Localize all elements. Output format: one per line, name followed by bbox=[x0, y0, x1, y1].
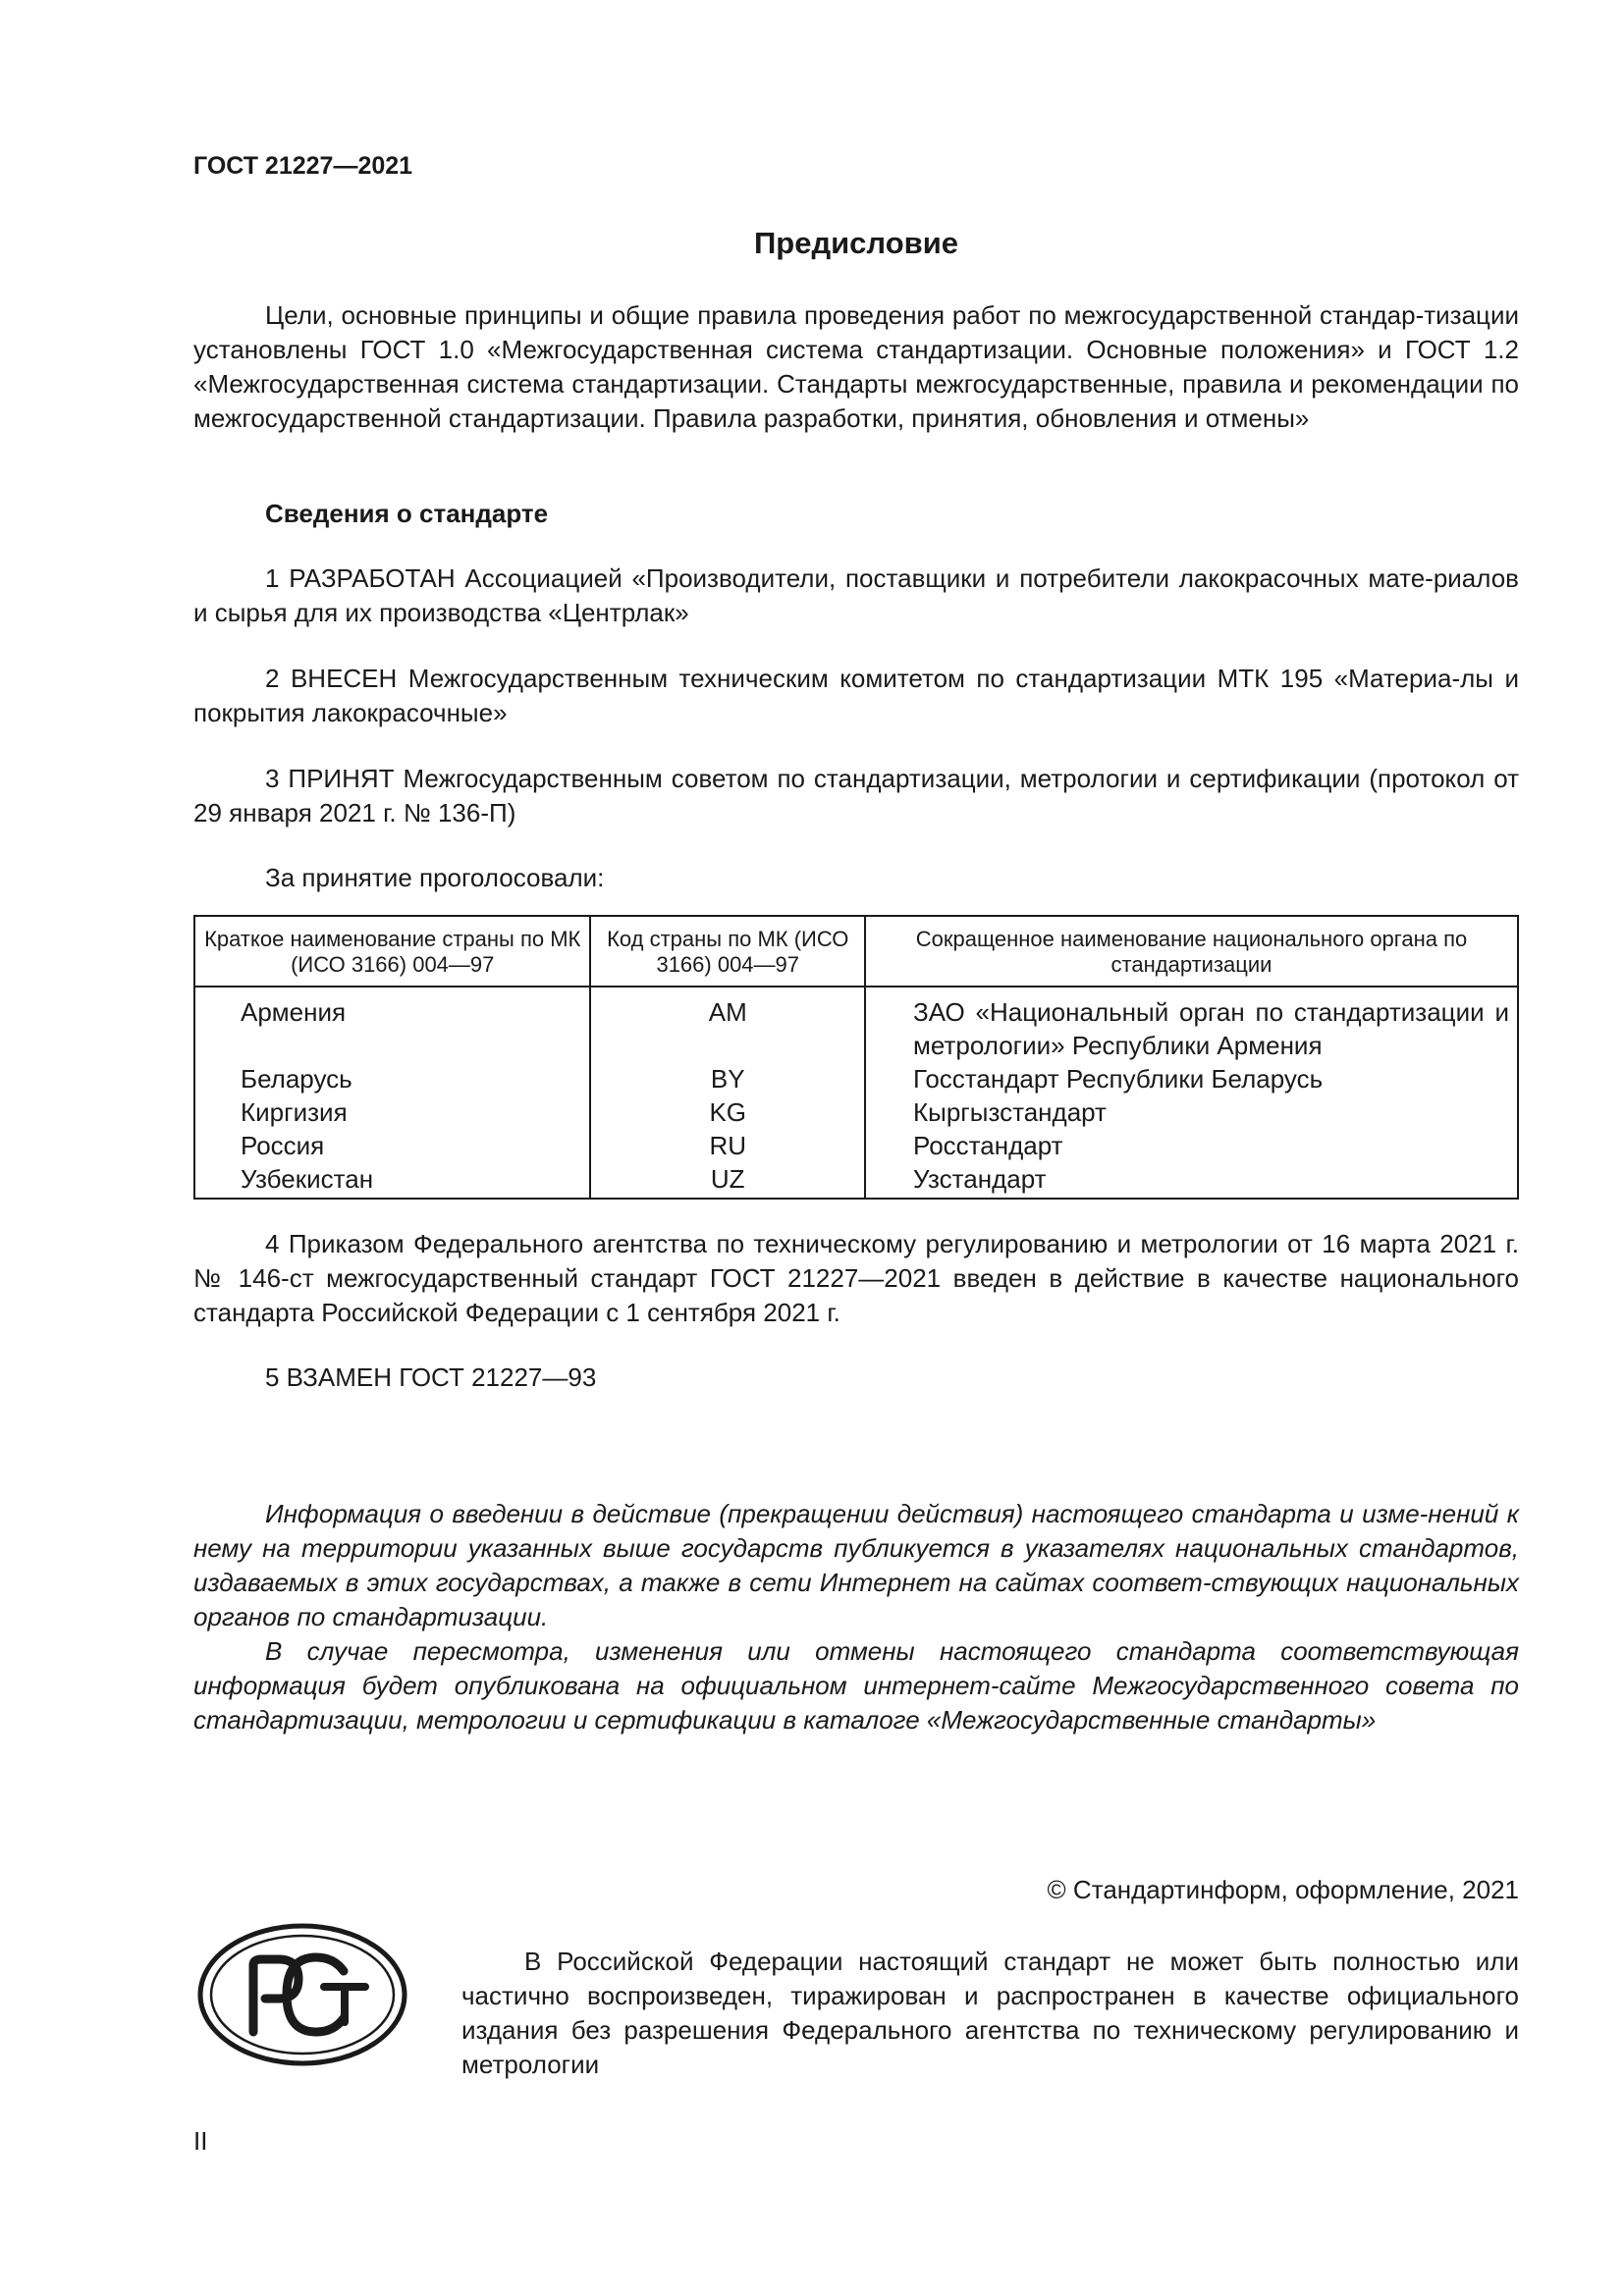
countries-table-wrap bbox=[193, 915, 1519, 1200]
item-5-block bbox=[193, 1361, 1519, 1395]
countries-table bbox=[193, 915, 1519, 1200]
code-cell: BY bbox=[590, 1062, 865, 1095]
header-country: Краткое наименование страны по МК (ИСО 3166) 004—97 bbox=[194, 916, 590, 987]
item-1-block bbox=[193, 561, 1519, 630]
notice-paragraph: В Российской Федерации настоящий стандарт не может быть полностью или частично воспроизведен, тиражирован и распространен в качестве официального издания без разрешения Федерального агентства по техническому регулированию и метрологии bbox=[461, 1947, 1519, 2079]
table-header-row bbox=[194, 916, 1518, 987]
code-cell: RU bbox=[590, 1129, 865, 1162]
country-cell: Россия bbox=[194, 1129, 590, 1162]
code-cell: AM bbox=[590, 987, 865, 1062]
item-2-block bbox=[193, 662, 1519, 730]
page-number: II bbox=[193, 2126, 208, 2156]
vote-intro-block bbox=[193, 861, 1519, 895]
table-row bbox=[194, 1162, 1518, 1199]
page-title: Предисловие bbox=[753, 226, 958, 260]
country-cell: Узбекистан bbox=[194, 1162, 590, 1199]
header-code: Код страны по МК (ИСО 3166) 004—97 bbox=[590, 916, 865, 987]
country-cell: Армения bbox=[194, 987, 590, 1062]
item-1: 1 РАЗРАБОТАН Ассоциацией «Производители, поставщики и потребители лакокрасочных мате-риалов и сырья для их производства «Центрлак» bbox=[193, 563, 1519, 627]
code-cell: KG bbox=[590, 1095, 865, 1129]
intro-paragraph: Цели, основные принципы и общие правила проведения работ по межгосударственной стандар-тизации установлены ГОСТ 1.0 «Межгосударственная система стандартизации. Основные положения» и ГОСТ 1.2 «Межгосударственная система стандартизации. Стандарты межгосударственные, правила и рекомендации по межгосударственной стандартизации. Правила разработки, принятия, обновления и отмены» bbox=[193, 300, 1519, 433]
item-3: 3 ПРИНЯТ Межгосударственным советом по стандартизации, метрологии и сертификации (протокол от 29 января 2021 г. № 136-П) bbox=[193, 764, 1519, 828]
item-5: 5 ВЗАМЕН ГОСТ 21227—93 bbox=[265, 1362, 597, 1392]
item-3-block bbox=[193, 762, 1519, 830]
info-paragraph-1: Информация о введении в действие (прекращении действия) настоящего стандарта и изме-нений к нему на территории указанных выше государств публикуется в указателях национальных стандартов, издаваемых в этих государствах, а также в сети Интернет на сайтах соответ-ствующих национальных органов по стандартизации. bbox=[193, 1499, 1519, 1631]
table-row bbox=[194, 1062, 1518, 1095]
org-cell: Узстандарт bbox=[865, 1162, 1518, 1199]
table-row bbox=[194, 1129, 1518, 1162]
item-2: 2 ВНЕСЕН Межгосударственным техническим комитетом по стандартизации МТК 195 «Материа-лы и покрытия лакокрасочные» bbox=[193, 664, 1519, 727]
org-cell: ЗАО «Национальный орган по стандартизации и метрологии» Республики Армения bbox=[865, 987, 1518, 1062]
org-cell: Кыргызстандарт bbox=[865, 1095, 1518, 1129]
country-cell: Беларусь bbox=[194, 1062, 590, 1095]
org-cell: Госстандарт Республики Беларусь bbox=[865, 1062, 1518, 1095]
info-block bbox=[193, 1497, 1519, 1737]
info-paragraph-2: В случае пересмотра, изменения или отмены настоящего стандарта соответствующая информация будет опубликована на официальном интернет-сайте Межгосударственного совета по стандартизации, метрологии и сертификации в каталоге «Межгосударственные стандарты» bbox=[193, 1636, 1519, 1735]
section-heading-block bbox=[193, 497, 1519, 531]
table-row bbox=[194, 1095, 1518, 1129]
header-organization: Сокращенное наименование национального органа по стандартизации bbox=[865, 916, 1518, 987]
copyright-notice bbox=[461, 1945, 1519, 2082]
rst-certification-mark-icon bbox=[196, 1922, 408, 2067]
item-4: 4 Приказом Федерального агентства по техническому регулированию и метрологии от 16 марта 2021 г. № 146-ст межгосударственный стандарт ГОСТ 21227—2021 введен в действие в качестве национального стандарта Российской Федерации с 1 сентября 2021 г. bbox=[193, 1229, 1519, 1327]
vote-intro: За принятие проголосовали: bbox=[265, 863, 605, 892]
code-cell: UZ bbox=[590, 1162, 865, 1199]
table-row bbox=[194, 987, 1518, 1062]
copyright-line: © Стандартинформ, оформление, 2021 bbox=[1047, 1875, 1519, 1904]
country-cell: Киргизия bbox=[194, 1095, 590, 1129]
org-cell: Росстандарт bbox=[865, 1129, 1518, 1162]
document-code: ГОСТ 21227—2021 bbox=[193, 152, 413, 180]
intro-block bbox=[193, 298, 1519, 436]
section-heading: Сведения о стандарте bbox=[265, 499, 549, 528]
item-4-block bbox=[193, 1227, 1519, 1330]
